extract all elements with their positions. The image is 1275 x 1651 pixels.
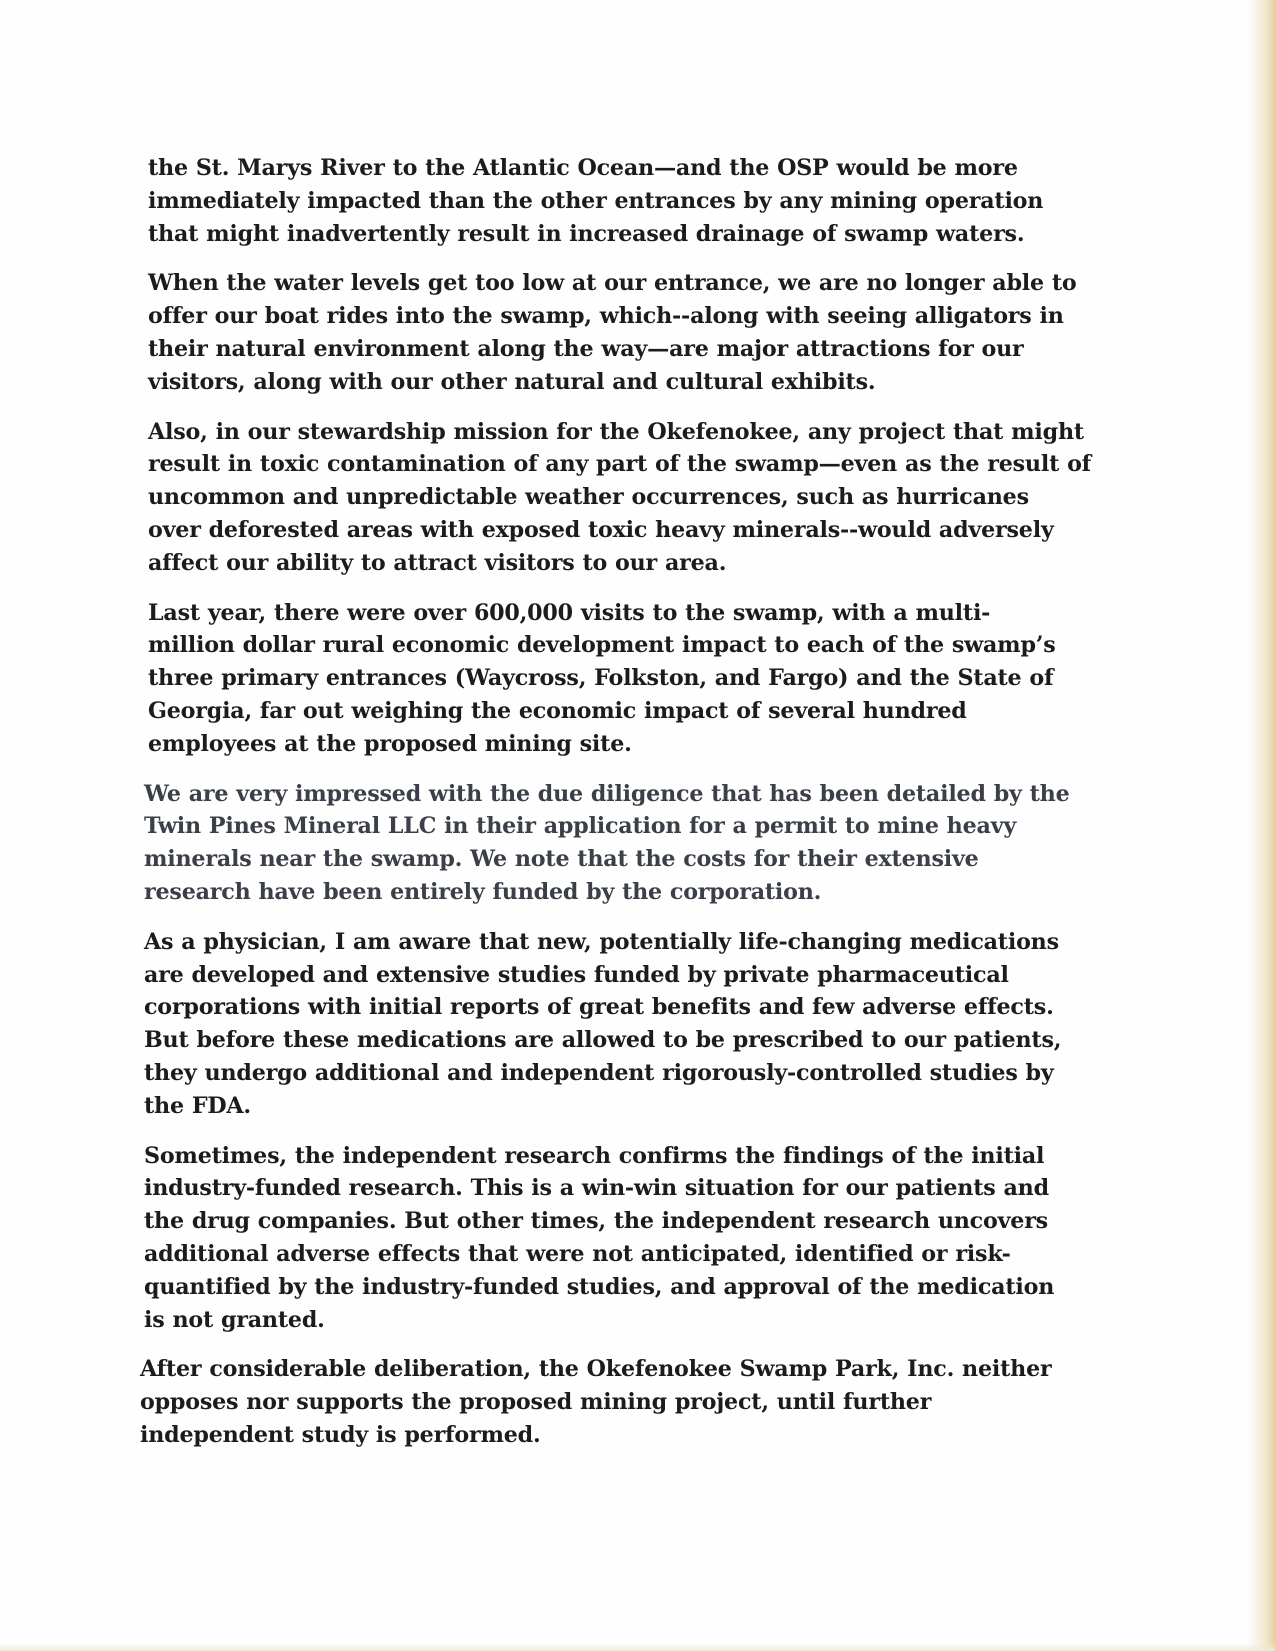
- page-edge-shadow: [1247, 0, 1275, 1651]
- paragraph-independent-research: Sometimes, the independent research confirms the findings of the initial industry-funded research. This is a win-win situation for our patients and the drug companies. But other times, the independent research uncovers additional adverse effects that were not anticipated, identified or risk- quantified by the industry-funded studies, and approval of the medication is not granted.: [144, 1142, 1055, 1333]
- paragraph-osp-impact: the St. Marys River to the Atlantic Ocean—and the OSP would be more immediately impacted than the other entrances by any mining operation that might inadvertently result in increased drainage of swamp waters.: [148, 155, 1044, 247]
- paragraph-water-levels: When the water levels get too low at our entrance, we are no longer able to offer our boat rides into the swamp, which--along with seeing alligators in their natural environment along the way—are major attractions for our visitors, along with our other natural and cultural exhibits.: [148, 270, 1077, 395]
- paragraph-conclusion: After considerable deliberation, the Okefenokee Swamp Park, Inc. neither opposes nor supports the proposed mining project, until further independent study is performed.: [140, 1356, 1052, 1448]
- paragraph-stewardship: Also, in our stewardship mission for the Okefenokee, any project that might result in toxic contamination of any part of the swamp—even as the result of uncommon and unpredictable weather occurrences, such as hurricanes over deforested areas with exposed toxic heavy minerals--would adversely affect our ability to attract visitors to our area.: [148, 418, 1092, 576]
- paragraph-physician: As a physician, I am aware that new, potentially life-changing medications are developed and extensive studies funded by private pharmaceutical corporations with initial reports of great benefits and few adverse effects. But before these medications are allowed to be prescribed to our patients, they undergo additional and independent rigorously-controlled studies by the FDA.: [144, 928, 1062, 1119]
- paragraph-visits: Last year, there were over 600,000 visits to the swamp, with a multi- million dollar rural economic development impact to each of the swamp’s three primary entrances (Waycross, Folkston, and Fargo) and the State of Georgia, far out weighing the economic impact of several hundred employees at the proposed mining site.: [148, 599, 1056, 757]
- letter-body: [140, 152, 1138, 1469]
- paragraph-due-diligence: We are very impressed with the due diligence that has been detailed by the Twin Pines Mineral LLC in their application for a permit to mine heavy minerals near the swamp. We note that the costs for their extensive research have been entirely funded by the corporation.: [144, 780, 1070, 905]
- page-bottom-shadow: [0, 1643, 1275, 1651]
